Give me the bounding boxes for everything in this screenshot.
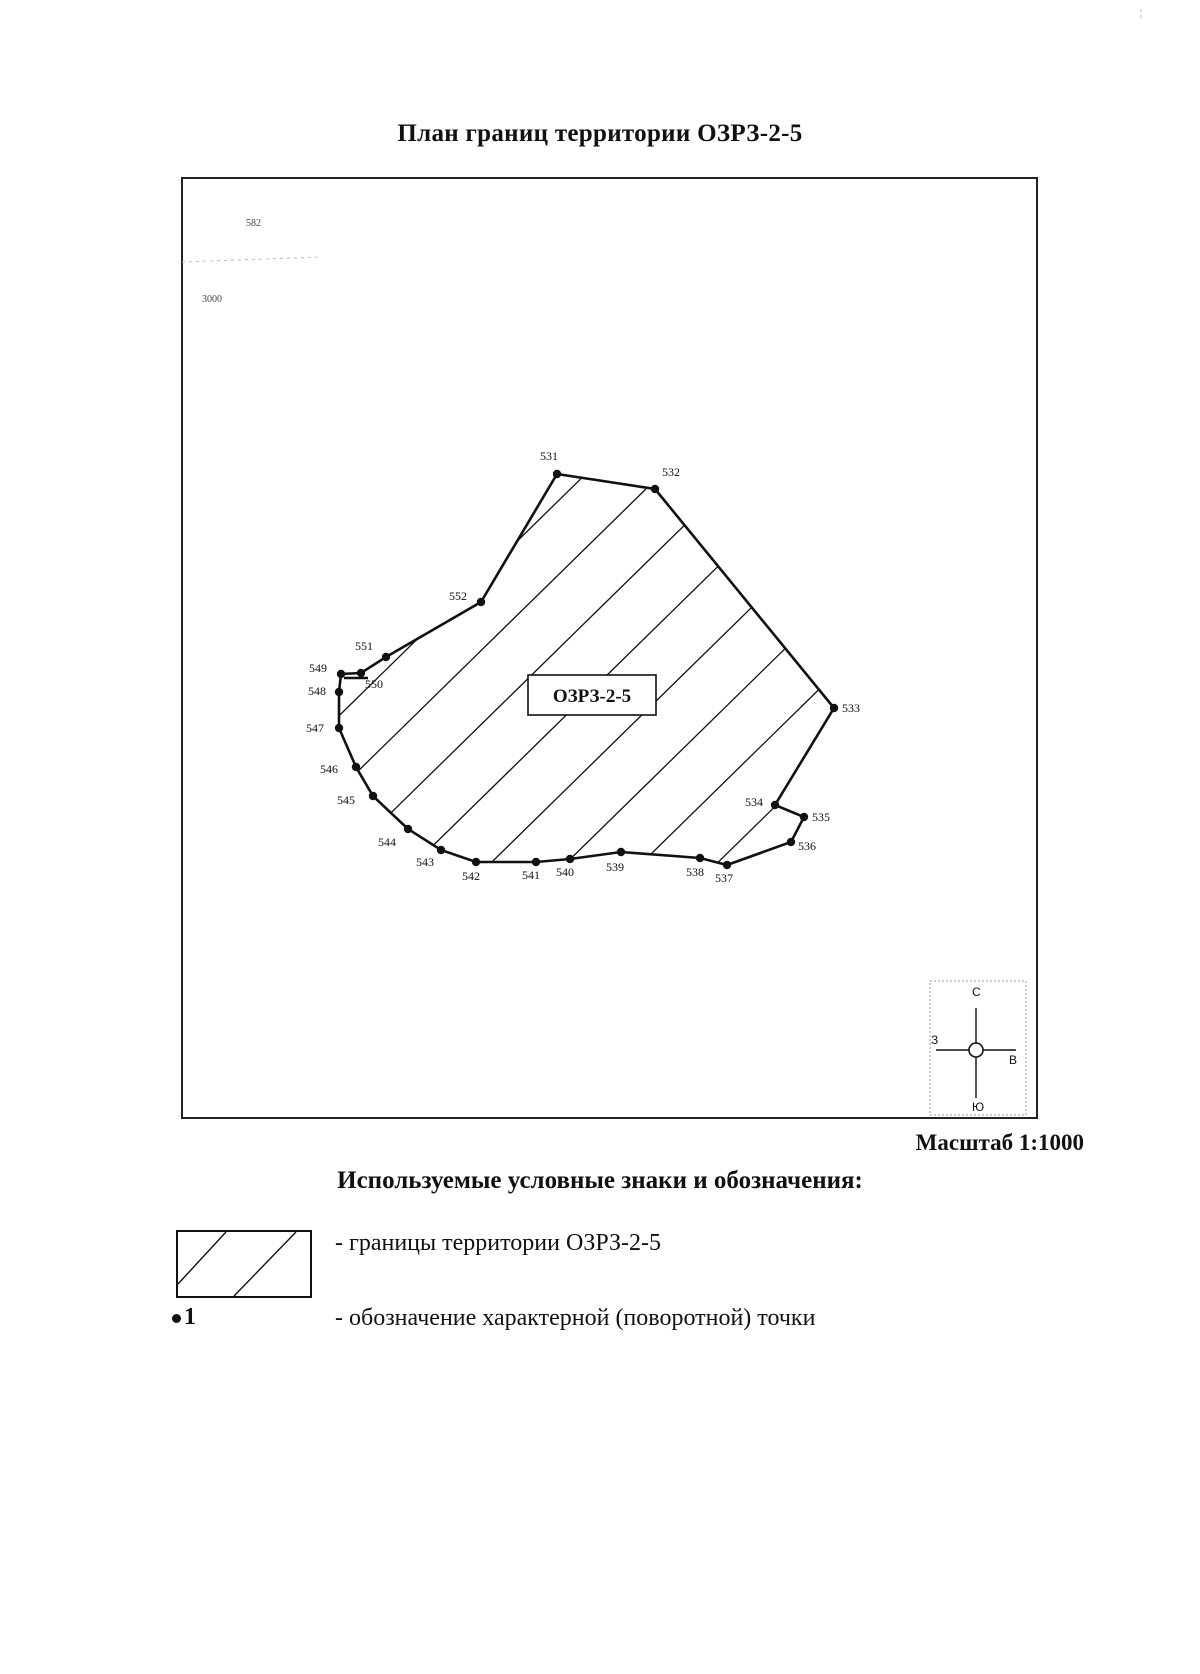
boundary-point-533 bbox=[830, 704, 838, 712]
hatch-line bbox=[200, 0, 1000, 704]
hatch-line bbox=[200, 438, 1000, 1222]
boundary-point-550 bbox=[357, 669, 365, 677]
point-label-546: 546 bbox=[320, 762, 338, 776]
boundary-point-551 bbox=[382, 653, 390, 661]
legend-item-point: - обозначение характерной (поворотной) точки bbox=[335, 1305, 816, 1331]
legend-point-symbol bbox=[172, 1304, 196, 1331]
point-label-548: 548 bbox=[308, 684, 326, 698]
point-label-543: 543 bbox=[416, 855, 434, 869]
point-label-535: 535 bbox=[812, 810, 830, 824]
boundary-point-534 bbox=[771, 801, 779, 809]
legend-point-label: 1 bbox=[184, 1304, 196, 1330]
point-label-541: 541 bbox=[522, 868, 540, 882]
point-label-538: 538 bbox=[686, 865, 704, 879]
boundary-point-544 bbox=[404, 825, 412, 833]
boundary-point-535 bbox=[800, 813, 808, 821]
boundary-point-540 bbox=[566, 855, 574, 863]
point-label-542: 542 bbox=[462, 869, 480, 883]
boundary-point-552 bbox=[477, 598, 485, 606]
point-label-537: 537 bbox=[715, 871, 733, 885]
point-dot-icon bbox=[172, 1314, 181, 1323]
hatch-line bbox=[200, 216, 1000, 1000]
point-label-545: 545 bbox=[337, 793, 355, 807]
boundary-point-539 bbox=[617, 848, 625, 856]
page-corner-mark: ¦ bbox=[1139, 8, 1142, 19]
boundary-point-545 bbox=[369, 792, 377, 800]
compass-rose bbox=[930, 981, 1026, 1115]
point-label-539: 539 bbox=[606, 860, 624, 874]
boundary-point-549 bbox=[337, 670, 345, 678]
point-label-544: 544 bbox=[378, 835, 396, 849]
compass-west: З bbox=[931, 1033, 939, 1047]
boundary-point-541 bbox=[532, 858, 540, 866]
map-scale: Масштаб 1:1000 bbox=[915, 1130, 1084, 1155]
corner-label-1: 582 bbox=[246, 218, 261, 229]
boundary-point-546 bbox=[352, 763, 360, 771]
boundary-point-532 bbox=[651, 485, 659, 493]
boundary-point-536 bbox=[787, 838, 795, 846]
point-label-533: 533 bbox=[842, 701, 860, 715]
zone-label: ОЗРЗ-2-5 bbox=[552, 686, 632, 707]
compass-south: Ю bbox=[972, 1100, 985, 1114]
point-label-531: 531 bbox=[540, 449, 558, 463]
point-label-547: 547 bbox=[306, 721, 324, 735]
boundary-point-542 bbox=[472, 858, 480, 866]
corner-label-2: 3000 bbox=[202, 294, 222, 305]
boundary-point-531 bbox=[553, 470, 561, 478]
legend-title: Используемые условные знаки и обозначения: bbox=[337, 1167, 863, 1194]
compass-east: В bbox=[1009, 1053, 1018, 1067]
boundary-point-538 bbox=[696, 854, 704, 862]
legend-hatch-symbol bbox=[176, 1230, 312, 1298]
boundary-point-537 bbox=[723, 861, 731, 869]
point-label-536: 536 bbox=[798, 839, 816, 853]
boundary-point-547 bbox=[335, 724, 343, 732]
boundary-point-548 bbox=[335, 688, 343, 696]
point-label-551: 551 bbox=[355, 639, 373, 653]
faint-line bbox=[182, 257, 320, 262]
point-label-540: 540 bbox=[556, 865, 574, 879]
page-title: План границ территории ОЗРЗ-2-5 bbox=[397, 120, 803, 147]
compass-center-circle bbox=[969, 1043, 983, 1057]
point-label-552: 552 bbox=[449, 589, 467, 603]
point-label-532: 532 bbox=[662, 465, 680, 479]
compass-north: С bbox=[972, 985, 981, 999]
point-label-549: 549 bbox=[309, 661, 327, 675]
hatch-line bbox=[200, 142, 1000, 926]
legend-item-boundary: - границы территории ОЗРЗ-2-5 bbox=[335, 1230, 661, 1256]
point-label-550: 550 bbox=[365, 677, 383, 691]
point-label-534: 534 bbox=[745, 795, 763, 809]
boundary-point-543 bbox=[437, 846, 445, 854]
